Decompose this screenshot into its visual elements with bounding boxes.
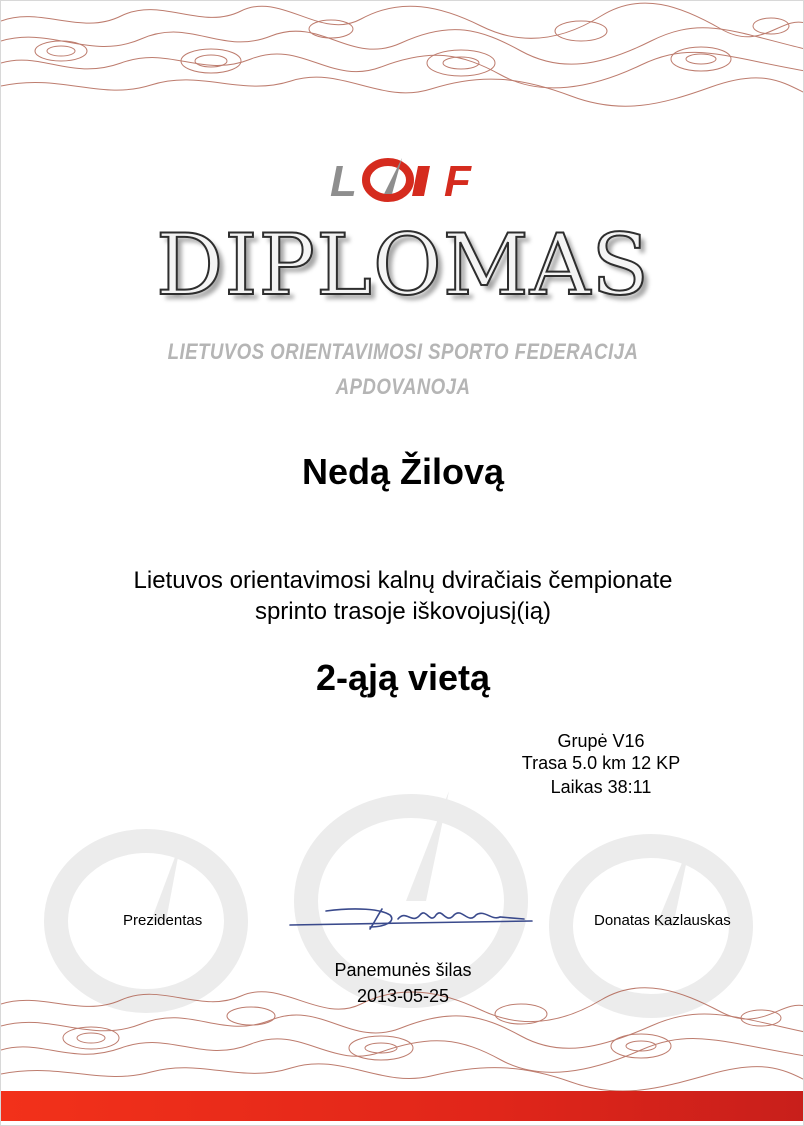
svg-text:L: L bbox=[330, 157, 357, 202]
topographic-border-top bbox=[1, 1, 804, 111]
compass-logo-icon bbox=[326, 156, 486, 202]
signature-icon bbox=[286, 897, 536, 937]
event-date: 2013-05-25 bbox=[356, 986, 450, 1006]
svg-text:F: F bbox=[444, 157, 471, 202]
signer-name: Donatas Kazlauskas bbox=[594, 912, 731, 929]
diploma-title: DIPLOMAS bbox=[156, 216, 650, 314]
recipient-name: Nedą Žilovą bbox=[301, 451, 505, 492]
footer-red-bar bbox=[1, 1091, 804, 1121]
federation-awards: APDOVANOJA bbox=[335, 374, 471, 399]
event-description-line2: sprinto trasoje iškovojusį(ią) bbox=[254, 598, 552, 625]
group-text: Grupė V16 bbox=[557, 731, 645, 751]
signer-title: Prezidentas bbox=[123, 912, 203, 929]
time-text: Laikas 38:11 bbox=[550, 777, 652, 797]
event-description-line1: Lietuvos orientavimosi kalnų dviračiais čempionate bbox=[133, 567, 673, 594]
event-location: Panemunės šilas bbox=[334, 960, 472, 980]
place-awarded: 2-ąją vietą bbox=[315, 657, 491, 698]
course-text: Trasa 5.0 km 12 KP bbox=[521, 753, 681, 773]
federation-name: LIETUVOS ORIENTAVIMOSI SPORTO FEDERACIJA bbox=[167, 339, 639, 364]
